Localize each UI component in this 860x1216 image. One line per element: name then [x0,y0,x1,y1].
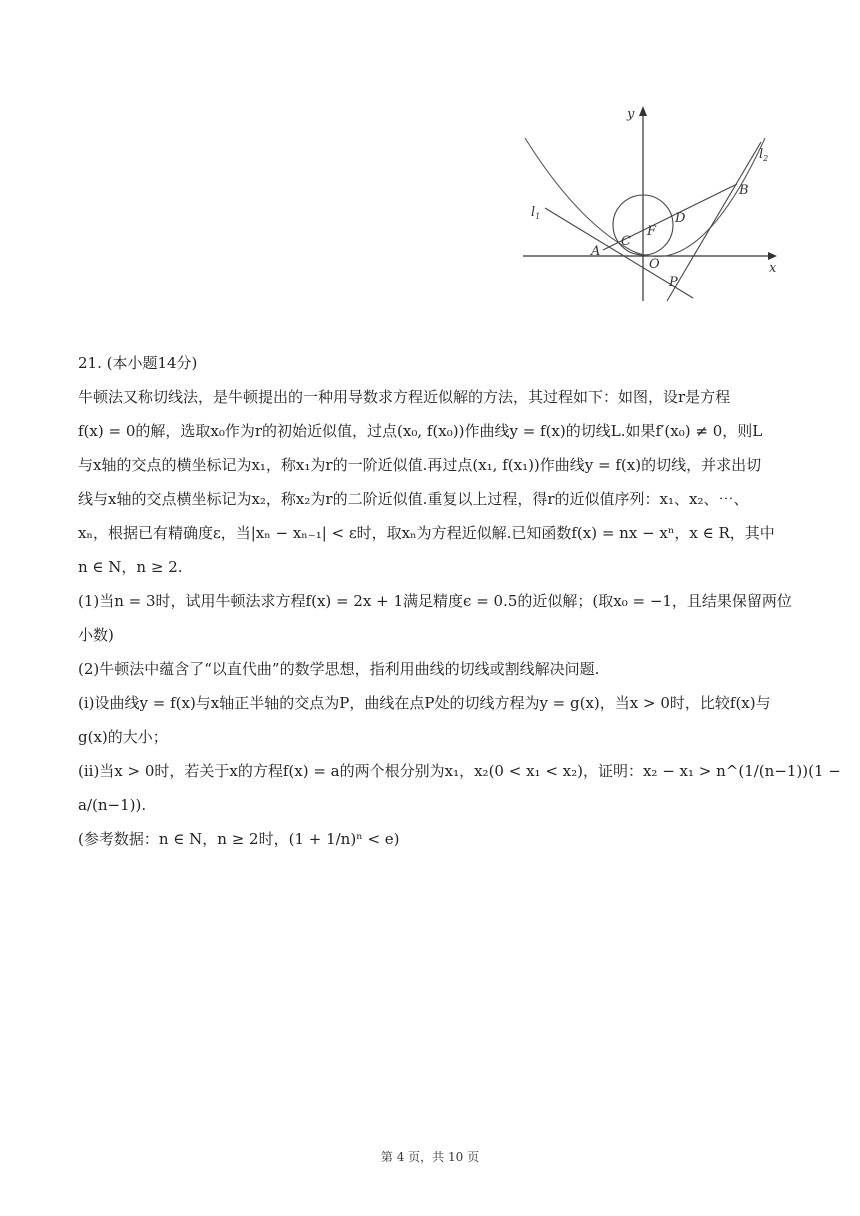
label-x: x [769,261,777,276]
figure-newton-method [515,98,785,308]
label-F: F [647,224,657,239]
label-C: C [621,234,631,249]
label-y: y [627,107,635,122]
question-1-cont: 小数) [78,626,114,644]
label-A: A [591,244,601,259]
problem-line: 线与x轴的交点横坐标记为x₂，称x₂为r的二阶近似值.重复以上过程，得r的近似值序列：x₁、x₂、⋯、 [78,490,749,508]
label-P: P [669,275,678,290]
problem-21 [78,346,841,856]
problem-line: f(x) = 0的解，选取x₀作为r的初始近似值，过点(x₀, f(x₀))作曲线y = f(x)的切线L.如果f′(x₀) ≠ 0，则L [78,422,763,440]
page-footer: 第 4 页，共 10 页 [380,1150,480,1164]
label-D: D [675,211,686,226]
figure-svg [515,98,785,308]
question-2-i: (i)设曲线y = f(x)与x轴正半轴的交点为P，曲线在点P处的切线方程为y = g(x)，当x > 0时，比较f(x)与 [78,694,771,712]
question-2-ii: (ii)当x > 0时，若关于x的方程f(x) = a的两个根分别为x₁，x₂(0 < x₁ < x₂)，证明：x₂ − x₁ > n^(1/(n−1))(1 − [78,762,841,780]
question-1: (1)当n = 3时，试用牛顿法求方程f(x) = 2x + 1满足精度ϵ = 0.5的近似解；(取x₀ = −1，且结果保留两位 [78,592,792,610]
label-l2: $l_2$ [759,147,769,163]
y-axis-arrow [639,106,647,116]
reference-data: (参考数据：n ∈ N，n ≥ 2时，(1 + 1/n)ⁿ < e) [78,830,400,848]
x-axis-arrow [768,252,777,260]
problem-line: xₙ，根据已有精确度ε，当|xₙ − xₙ₋₁| < ε时，取xₙ为方程近似解.已知函数f(x) = nx − xⁿ，x ∈ R，其中 [78,524,775,542]
problem-line: 与x轴的交点的横坐标记为x₁，称x₁为r的一阶近似值.再过点(x₁, f(x₁))作曲线y = f(x)的切线，并求出切 [78,456,762,474]
problem-line: 牛顿法又称切线法，是牛顿提出的一种用导数求方程近似解的方法，其过程如下：如图，设r是方程 [78,388,731,406]
question-2-i-cont: g(x)的大小； [78,728,168,746]
question-2-ii-cont: a/(n−1)). [78,796,147,814]
problem-line: n ∈ N，n ≥ 2. [78,558,183,576]
label-O: O [649,257,660,272]
label-l1: $l_1$ [531,205,541,221]
label-B: B [739,183,749,198]
problem-header: 21. (本小题14分) [78,354,198,372]
question-2: (2)牛顿法中蕴含了“以直代曲”的数学思想，指利用曲线的切线或割线解决问题. [78,660,600,678]
